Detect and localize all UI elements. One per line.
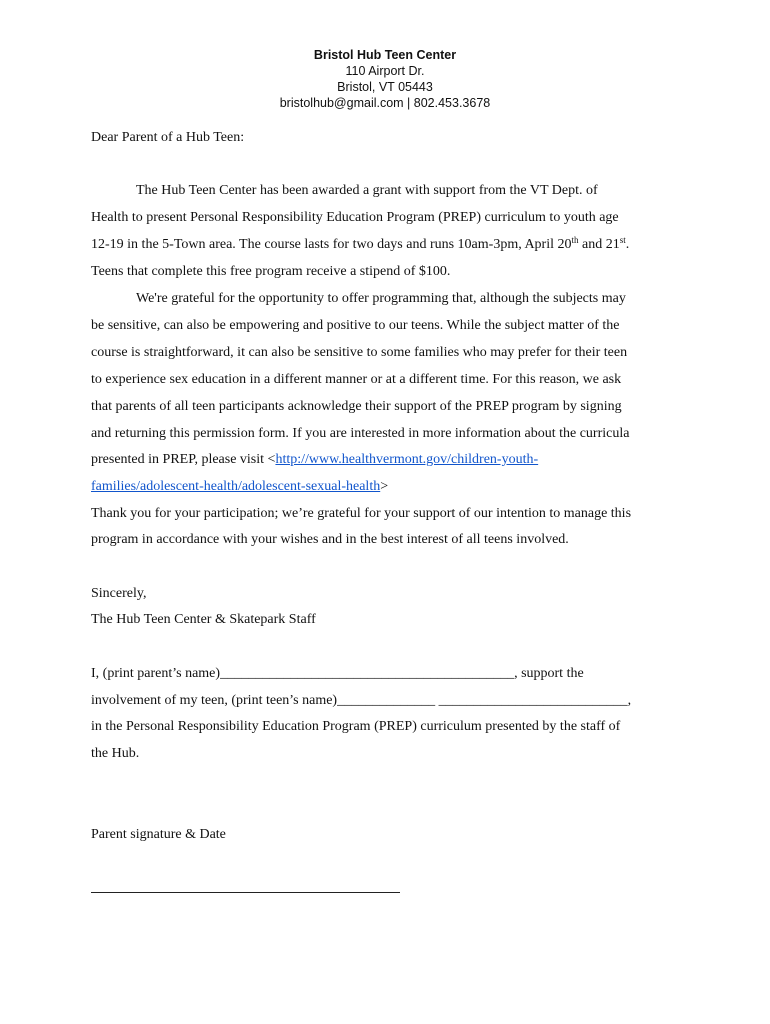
paragraph-1-line-2: Health to present Personal Responsibility Education Program (PREP) curriculum to youth age: [91, 210, 619, 225]
signature-line[interactable]: [91, 892, 400, 893]
paragraph-2-line-5: that parents of all teen participants acknowledge their support of the PREP program by signing: [91, 399, 622, 414]
ordinal-suffix-2: st: [619, 235, 626, 245]
paragraph-2-line-6: and returning this permission form. If you are interested in more information about the curricula: [91, 426, 630, 441]
permission-line-1: I, (print parent’s name)__________________________________________, support the: [91, 666, 584, 681]
date-text: 12-19 in the 5-Town area. The course lasts for two days and runs 10am-3pm, April 20: [91, 237, 572, 252]
permission-line-2: involvement of my teen, (print teen’s name)______________ ___________________________,: [91, 693, 632, 708]
paragraph-1-line-1: The Hub Teen Center has been awarded a grant with support from the VT Dept. of: [136, 183, 598, 198]
paragraph-2-line-8: [91, 479, 388, 495]
paragraph-3-line-1: Thank you for your participation; we’re grateful for your support of our intention to manage this: [91, 506, 632, 521]
permission-line-3: in the Personal Responsibility Education Program (PREP) curriculum presented by the staff of: [91, 719, 621, 734]
permission-line-4: the Hub.: [91, 746, 140, 761]
signature-label: Parent signature & Date: [91, 827, 226, 842]
paragraph-2-line-2: be sensitive, can also be empowering and positive to our teens. While the subject matter of the: [91, 318, 620, 333]
date-text-2: and 21: [578, 237, 620, 252]
paragraph-3-line-2: program in accordance with your wishes and in the best interest of all teens involved.: [91, 532, 569, 547]
ordinal-suffix: th: [571, 235, 579, 245]
sender-signature: The Hub Teen Center & Skatepark Staff: [91, 612, 316, 627]
org-name: Bristol Hub Teen Center: [313, 48, 457, 62]
paragraph-2-line-7: [91, 452, 538, 468]
paragraph-1-line-4: Teens that complete this free program receive a stipend of $100.: [91, 264, 451, 279]
address-line-1: 110 Airport Dr.: [345, 64, 425, 78]
paragraph-2-line-4: to experience sex education in a different manner or at a different time. For this reason, we ask: [91, 372, 622, 387]
prep-info-link[interactable]: http://www.healthvermont.gov/children-youth-: [275, 452, 539, 467]
paragraph-2-line-1: We're grateful for the opportunity to offer programming that, although the subjects may: [136, 291, 626, 306]
link-prefix: presented in PREP, please visit <: [91, 452, 276, 467]
prep-info-link-continued[interactable]: families/adolescent-health/adolescent-sexual-health: [91, 479, 381, 494]
paragraph-2-line-3: course is straightforward, it can also be sensitive to some families who may prefer for their teen: [91, 345, 628, 360]
contact-info: bristolhub@gmail.com | 802.453.3678: [279, 96, 491, 110]
letterhead: [0, 47, 770, 111]
paragraph-1-line-3: [91, 237, 629, 253]
closing: Sincerely,: [91, 586, 147, 601]
address-line-2: Bristol, VT 05443: [337, 80, 433, 94]
link-suffix: >: [380, 479, 389, 494]
period: .: [625, 237, 630, 252]
salutation: Dear Parent of a Hub Teen:: [91, 130, 245, 145]
